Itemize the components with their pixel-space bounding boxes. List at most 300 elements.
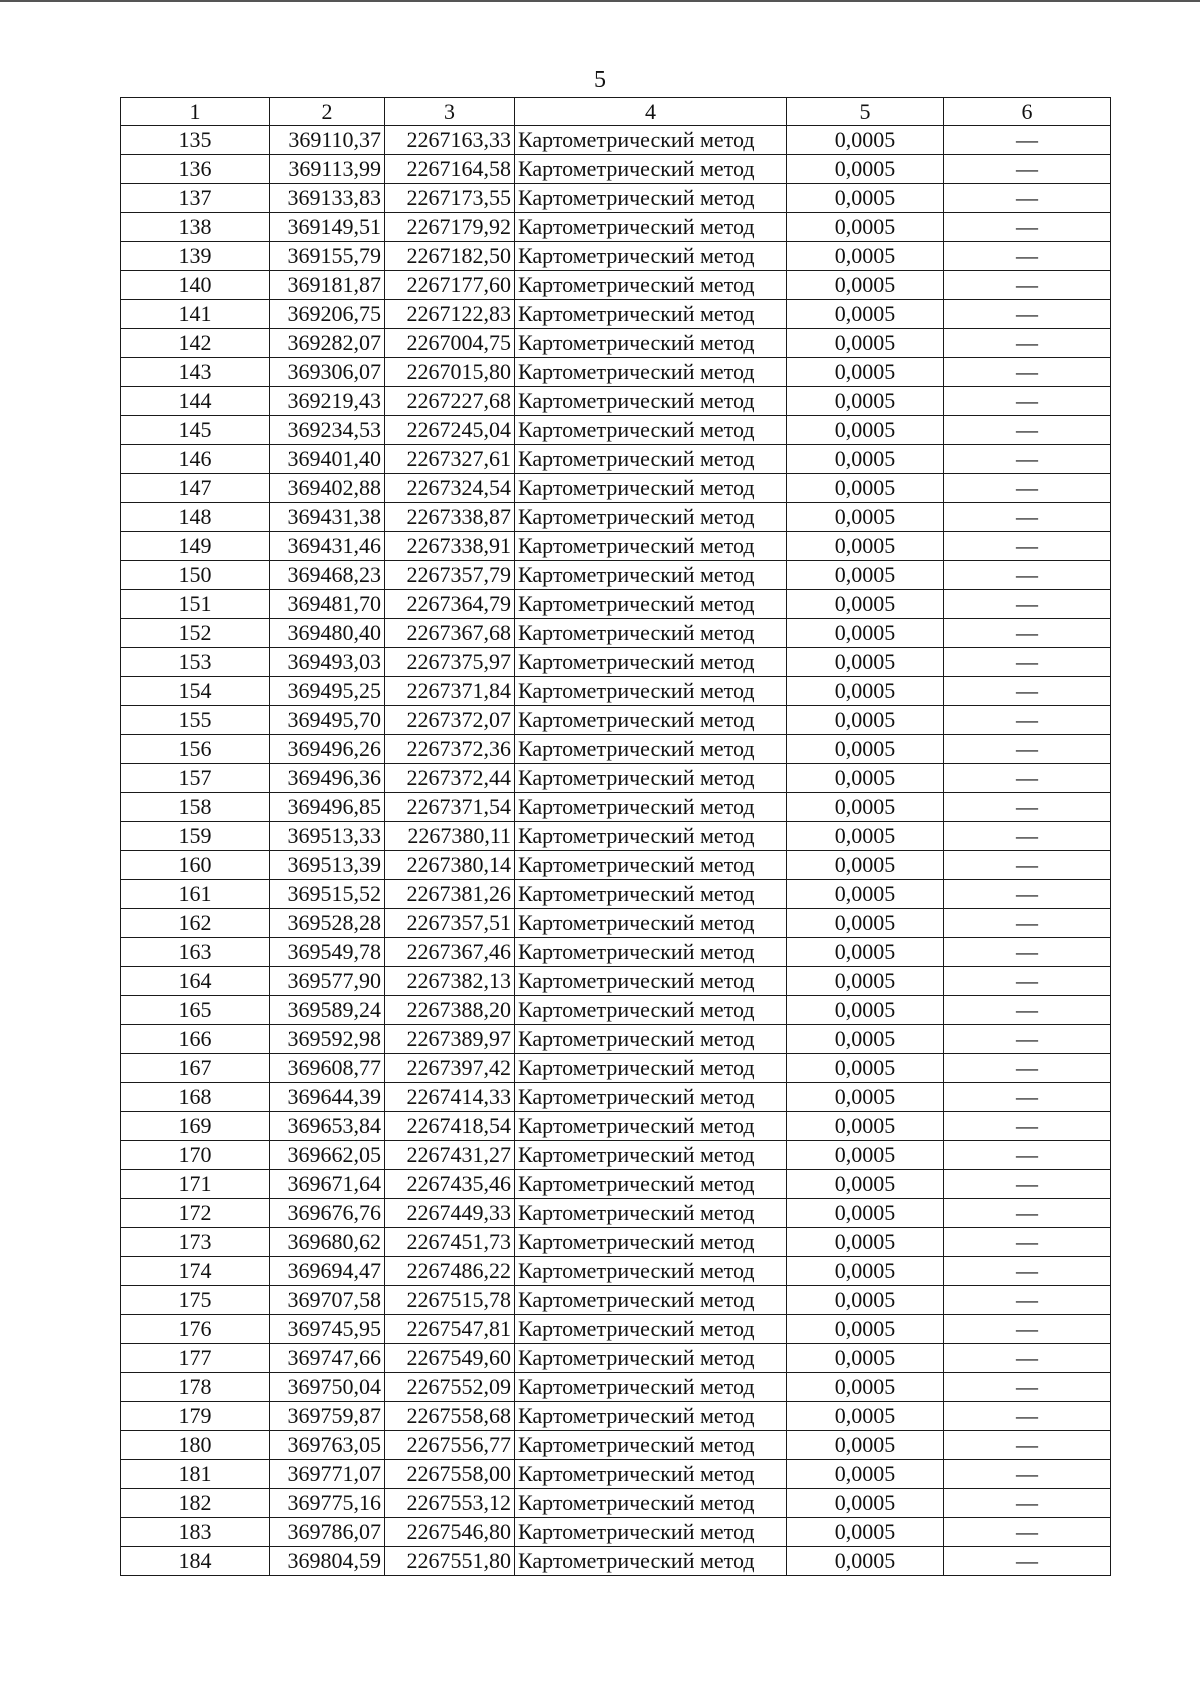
note-cell: —: [944, 1257, 1111, 1286]
x-coordinate-cell: 369110,37: [270, 126, 385, 155]
x-coordinate-cell: 369401,40: [270, 445, 385, 474]
header-row: [121, 98, 1111, 126]
accuracy-cell: 0,0005: [787, 735, 944, 764]
header-cell-2: 2: [270, 98, 385, 126]
note-cell: —: [944, 1083, 1111, 1112]
method-cell: Картометрический метод: [515, 590, 787, 619]
y-coordinate-cell: 2267546,80: [385, 1518, 515, 1547]
x-coordinate-cell: 369306,07: [270, 358, 385, 387]
accuracy-cell: 0,0005: [787, 1257, 944, 1286]
point-number-cell: 145: [121, 416, 270, 445]
header-cell-5: 5: [787, 98, 944, 126]
y-coordinate-cell: 2267357,51: [385, 909, 515, 938]
header-cell-4: 4: [515, 98, 787, 126]
point-number-cell: 137: [121, 184, 270, 213]
y-coordinate-cell: 2267327,61: [385, 445, 515, 474]
x-coordinate-cell: 369219,43: [270, 387, 385, 416]
table-row: [121, 416, 1111, 445]
accuracy-cell: 0,0005: [787, 1083, 944, 1112]
y-coordinate-cell: 2267380,14: [385, 851, 515, 880]
accuracy-cell: 0,0005: [787, 1373, 944, 1402]
table-row: [121, 764, 1111, 793]
note-cell: —: [944, 1344, 1111, 1373]
method-cell: Картометрический метод: [515, 1286, 787, 1315]
method-cell: Картометрический метод: [515, 677, 787, 706]
accuracy-cell: 0,0005: [787, 996, 944, 1025]
x-coordinate-cell: 369515,52: [270, 880, 385, 909]
y-coordinate-cell: 2267122,83: [385, 300, 515, 329]
table-row: [121, 532, 1111, 561]
table-row: [121, 1025, 1111, 1054]
table-row: [121, 996, 1111, 1025]
y-coordinate-cell: 2267177,60: [385, 271, 515, 300]
note-cell: —: [944, 416, 1111, 445]
method-cell: Картометрический метод: [515, 967, 787, 996]
table-row: [121, 851, 1111, 880]
point-number-cell: 160: [121, 851, 270, 880]
accuracy-cell: 0,0005: [787, 532, 944, 561]
point-number-cell: 146: [121, 445, 270, 474]
y-coordinate-cell: 2267558,68: [385, 1402, 515, 1431]
method-cell: Картометрический метод: [515, 735, 787, 764]
accuracy-cell: 0,0005: [787, 967, 944, 996]
method-cell: Картометрический метод: [515, 1054, 787, 1083]
x-coordinate-cell: 369513,33: [270, 822, 385, 851]
note-cell: —: [944, 155, 1111, 184]
note-cell: —: [944, 1112, 1111, 1141]
point-number-cell: 169: [121, 1112, 270, 1141]
y-coordinate-cell: 2267371,54: [385, 793, 515, 822]
note-cell: —: [944, 242, 1111, 271]
y-coordinate-cell: 2267375,97: [385, 648, 515, 677]
x-coordinate-cell: 369431,46: [270, 532, 385, 561]
note-cell: —: [944, 1025, 1111, 1054]
note-cell: —: [944, 474, 1111, 503]
point-number-cell: 144: [121, 387, 270, 416]
note-cell: —: [944, 1489, 1111, 1518]
note-cell: —: [944, 387, 1111, 416]
point-number-cell: 143: [121, 358, 270, 387]
point-number-cell: 147: [121, 474, 270, 503]
table-row: [121, 126, 1111, 155]
method-cell: Картометрический метод: [515, 1489, 787, 1518]
point-number-cell: 158: [121, 793, 270, 822]
note-cell: —: [944, 213, 1111, 242]
point-number-cell: 173: [121, 1228, 270, 1257]
note-cell: —: [944, 590, 1111, 619]
method-cell: Картометрический метод: [515, 271, 787, 300]
method-cell: Картометрический метод: [515, 445, 787, 474]
table-row: [121, 735, 1111, 764]
accuracy-cell: 0,0005: [787, 1489, 944, 1518]
method-cell: Картометрический метод: [515, 1257, 787, 1286]
method-cell: Картометрический метод: [515, 648, 787, 677]
method-cell: Картометрический метод: [515, 126, 787, 155]
note-cell: —: [944, 1373, 1111, 1402]
y-coordinate-cell: 2267338,91: [385, 532, 515, 561]
y-coordinate-cell: 2267388,20: [385, 996, 515, 1025]
method-cell: Картометрический метод: [515, 1170, 787, 1199]
point-number-cell: 170: [121, 1141, 270, 1170]
y-coordinate-cell: 2267179,92: [385, 213, 515, 242]
method-cell: Картометрический метод: [515, 474, 787, 503]
point-number-cell: 139: [121, 242, 270, 271]
note-cell: —: [944, 1547, 1111, 1576]
y-coordinate-cell: 2267164,58: [385, 155, 515, 184]
accuracy-cell: 0,0005: [787, 1054, 944, 1083]
point-number-cell: 175: [121, 1286, 270, 1315]
accuracy-cell: 0,0005: [787, 1547, 944, 1576]
accuracy-cell: 0,0005: [787, 329, 944, 358]
method-cell: Картометрический метод: [515, 1547, 787, 1576]
note-cell: —: [944, 822, 1111, 851]
x-coordinate-cell: 369495,25: [270, 677, 385, 706]
point-number-cell: 136: [121, 155, 270, 184]
method-cell: Картометрический метод: [515, 1460, 787, 1489]
note-cell: —: [944, 909, 1111, 938]
method-cell: Картометрический метод: [515, 1431, 787, 1460]
method-cell: Картометрический метод: [515, 561, 787, 590]
x-coordinate-cell: 369671,64: [270, 1170, 385, 1199]
table-row: [121, 619, 1111, 648]
point-number-cell: 174: [121, 1257, 270, 1286]
note-cell: —: [944, 1199, 1111, 1228]
method-cell: Картометрический метод: [515, 1083, 787, 1112]
method-cell: Картометрический метод: [515, 1228, 787, 1257]
note-cell: —: [944, 1518, 1111, 1547]
y-coordinate-cell: 2267486,22: [385, 1257, 515, 1286]
table-row: [121, 242, 1111, 271]
table-row: [121, 1257, 1111, 1286]
point-number-cell: 151: [121, 590, 270, 619]
y-coordinate-cell: 2267163,33: [385, 126, 515, 155]
point-number-cell: 171: [121, 1170, 270, 1199]
method-cell: Картометрический метод: [515, 706, 787, 735]
y-coordinate-cell: 2267227,68: [385, 387, 515, 416]
method-cell: Картометрический метод: [515, 1199, 787, 1228]
accuracy-cell: 0,0005: [787, 851, 944, 880]
point-number-cell: 164: [121, 967, 270, 996]
x-coordinate-cell: 369149,51: [270, 213, 385, 242]
note-cell: —: [944, 1228, 1111, 1257]
table-row: [121, 590, 1111, 619]
x-coordinate-cell: 369206,75: [270, 300, 385, 329]
header-cell-1: 1: [121, 98, 270, 126]
y-coordinate-cell: 2267173,55: [385, 184, 515, 213]
point-number-cell: 141: [121, 300, 270, 329]
x-coordinate-cell: 369653,84: [270, 1112, 385, 1141]
method-cell: Картометрический метод: [515, 851, 787, 880]
y-coordinate-cell: 2267397,42: [385, 1054, 515, 1083]
table-row: [121, 155, 1111, 184]
y-coordinate-cell: 2267324,54: [385, 474, 515, 503]
point-number-cell: 181: [121, 1460, 270, 1489]
page-number: 5: [594, 67, 606, 93]
point-number-cell: 176: [121, 1315, 270, 1344]
note-cell: —: [944, 1431, 1111, 1460]
note-cell: —: [944, 938, 1111, 967]
note-cell: —: [944, 503, 1111, 532]
accuracy-cell: 0,0005: [787, 300, 944, 329]
method-cell: Картометрический метод: [515, 1402, 787, 1431]
point-number-cell: 159: [121, 822, 270, 851]
point-number-cell: 142: [121, 329, 270, 358]
x-coordinate-cell: 369549,78: [270, 938, 385, 967]
accuracy-cell: 0,0005: [787, 706, 944, 735]
x-coordinate-cell: 369750,04: [270, 1373, 385, 1402]
x-coordinate-cell: 369513,39: [270, 851, 385, 880]
table-row: [121, 1054, 1111, 1083]
y-coordinate-cell: 2267372,36: [385, 735, 515, 764]
y-coordinate-cell: 2267549,60: [385, 1344, 515, 1373]
x-coordinate-cell: 369481,70: [270, 590, 385, 619]
x-coordinate-cell: 369771,07: [270, 1460, 385, 1489]
method-cell: Картометрический метод: [515, 503, 787, 532]
table-row: [121, 1199, 1111, 1228]
method-cell: Картометрический метод: [515, 880, 787, 909]
accuracy-cell: 0,0005: [787, 561, 944, 590]
y-coordinate-cell: 2267004,75: [385, 329, 515, 358]
point-number-cell: 167: [121, 1054, 270, 1083]
y-coordinate-cell: 2267380,11: [385, 822, 515, 851]
point-number-cell: 177: [121, 1344, 270, 1373]
y-coordinate-cell: 2267182,50: [385, 242, 515, 271]
accuracy-cell: 0,0005: [787, 590, 944, 619]
table-row: [121, 561, 1111, 590]
note-cell: —: [944, 1402, 1111, 1431]
note-cell: —: [944, 1170, 1111, 1199]
y-coordinate-cell: 2267552,09: [385, 1373, 515, 1402]
y-coordinate-cell: 2267558,00: [385, 1460, 515, 1489]
table-row: [121, 1344, 1111, 1373]
table-row: [121, 1518, 1111, 1547]
table-row: [121, 1460, 1111, 1489]
table-row: [121, 503, 1111, 532]
x-coordinate-cell: 369747,66: [270, 1344, 385, 1373]
x-coordinate-cell: 369528,28: [270, 909, 385, 938]
y-coordinate-cell: 2267367,68: [385, 619, 515, 648]
point-number-cell: 184: [121, 1547, 270, 1576]
table-row: [121, 445, 1111, 474]
accuracy-cell: 0,0005: [787, 503, 944, 532]
method-cell: Картометрический метод: [515, 938, 787, 967]
y-coordinate-cell: 2267372,07: [385, 706, 515, 735]
accuracy-cell: 0,0005: [787, 1344, 944, 1373]
accuracy-cell: 0,0005: [787, 416, 944, 445]
table-row: [121, 1431, 1111, 1460]
x-coordinate-cell: 369496,26: [270, 735, 385, 764]
x-coordinate-cell: 369745,95: [270, 1315, 385, 1344]
point-number-cell: 166: [121, 1025, 270, 1054]
table-header: [121, 98, 1111, 126]
table-row: [121, 213, 1111, 242]
y-coordinate-cell: 2267431,27: [385, 1141, 515, 1170]
method-cell: Картометрический метод: [515, 416, 787, 445]
accuracy-cell: 0,0005: [787, 271, 944, 300]
accuracy-cell: 0,0005: [787, 358, 944, 387]
table-row: [121, 387, 1111, 416]
accuracy-cell: 0,0005: [787, 1112, 944, 1141]
x-coordinate-cell: 369707,58: [270, 1286, 385, 1315]
table-row: [121, 793, 1111, 822]
table-row: [121, 1228, 1111, 1257]
point-number-cell: 179: [121, 1402, 270, 1431]
method-cell: Картометрический метод: [515, 358, 787, 387]
method-cell: Картометрический метод: [515, 1112, 787, 1141]
note-cell: —: [944, 1286, 1111, 1315]
x-coordinate-cell: 369496,85: [270, 793, 385, 822]
note-cell: —: [944, 300, 1111, 329]
x-coordinate-cell: 369282,07: [270, 329, 385, 358]
note-cell: —: [944, 271, 1111, 300]
y-coordinate-cell: 2267414,33: [385, 1083, 515, 1112]
y-coordinate-cell: 2267338,87: [385, 503, 515, 532]
x-coordinate-cell: 369155,79: [270, 242, 385, 271]
point-number-cell: 149: [121, 532, 270, 561]
x-coordinate-cell: 369786,07: [270, 1518, 385, 1547]
x-coordinate-cell: 369113,99: [270, 155, 385, 184]
x-coordinate-cell: 369694,47: [270, 1257, 385, 1286]
note-cell: —: [944, 706, 1111, 735]
y-coordinate-cell: 2267015,80: [385, 358, 515, 387]
accuracy-cell: 0,0005: [787, 242, 944, 271]
x-coordinate-cell: 369402,88: [270, 474, 385, 503]
accuracy-cell: 0,0005: [787, 387, 944, 416]
header-cell-3: 3: [385, 98, 515, 126]
accuracy-cell: 0,0005: [787, 619, 944, 648]
y-coordinate-cell: 2267372,44: [385, 764, 515, 793]
accuracy-cell: 0,0005: [787, 445, 944, 474]
point-number-cell: 150: [121, 561, 270, 590]
point-number-cell: 152: [121, 619, 270, 648]
method-cell: Картометрический метод: [515, 822, 787, 851]
point-number-cell: 168: [121, 1083, 270, 1112]
note-cell: —: [944, 880, 1111, 909]
accuracy-cell: 0,0005: [787, 155, 944, 184]
note-cell: —: [944, 1315, 1111, 1344]
method-cell: Картометрический метод: [515, 329, 787, 358]
table-row: [121, 271, 1111, 300]
x-coordinate-cell: 369493,03: [270, 648, 385, 677]
accuracy-cell: 0,0005: [787, 1460, 944, 1489]
point-number-cell: 138: [121, 213, 270, 242]
coordinates-table: [120, 97, 1111, 1576]
table-row: [121, 1286, 1111, 1315]
method-cell: Картометрический метод: [515, 619, 787, 648]
y-coordinate-cell: 2267449,33: [385, 1199, 515, 1228]
method-cell: Картометрический метод: [515, 213, 787, 242]
y-coordinate-cell: 2267357,79: [385, 561, 515, 590]
y-coordinate-cell: 2267371,84: [385, 677, 515, 706]
table-row: [121, 184, 1111, 213]
note-cell: —: [944, 1460, 1111, 1489]
table-row: [121, 1547, 1111, 1576]
note-cell: —: [944, 532, 1111, 561]
top-border-line: [0, 0, 1200, 2]
accuracy-cell: 0,0005: [787, 677, 944, 706]
accuracy-cell: 0,0005: [787, 909, 944, 938]
x-coordinate-cell: 369589,24: [270, 996, 385, 1025]
x-coordinate-cell: 369468,23: [270, 561, 385, 590]
y-coordinate-cell: 2267367,46: [385, 938, 515, 967]
point-number-cell: 155: [121, 706, 270, 735]
accuracy-cell: 0,0005: [787, 764, 944, 793]
accuracy-cell: 0,0005: [787, 880, 944, 909]
table-row: [121, 329, 1111, 358]
note-cell: —: [944, 561, 1111, 590]
method-cell: Картометрический метод: [515, 1025, 787, 1054]
table-row: [121, 1170, 1111, 1199]
accuracy-cell: 0,0005: [787, 1286, 944, 1315]
method-cell: Картометрический метод: [515, 996, 787, 1025]
y-coordinate-cell: 2267381,26: [385, 880, 515, 909]
x-coordinate-cell: 369495,70: [270, 706, 385, 735]
note-cell: —: [944, 445, 1111, 474]
y-coordinate-cell: 2267553,12: [385, 1489, 515, 1518]
accuracy-cell: 0,0005: [787, 1518, 944, 1547]
table-row: [121, 822, 1111, 851]
x-coordinate-cell: 369662,05: [270, 1141, 385, 1170]
table-row: [121, 1083, 1111, 1112]
x-coordinate-cell: 369181,87: [270, 271, 385, 300]
point-number-cell: 162: [121, 909, 270, 938]
accuracy-cell: 0,0005: [787, 1199, 944, 1228]
method-cell: Картометрический метод: [515, 793, 787, 822]
table-row: [121, 300, 1111, 329]
table-row: [121, 938, 1111, 967]
x-coordinate-cell: 369804,59: [270, 1547, 385, 1576]
note-cell: —: [944, 735, 1111, 764]
x-coordinate-cell: 369431,38: [270, 503, 385, 532]
note-cell: —: [944, 619, 1111, 648]
table-body: [121, 126, 1111, 1576]
note-cell: —: [944, 184, 1111, 213]
table-row: [121, 677, 1111, 706]
y-coordinate-cell: 2267451,73: [385, 1228, 515, 1257]
method-cell: Картометрический метод: [515, 1373, 787, 1402]
note-cell: —: [944, 126, 1111, 155]
note-cell: —: [944, 358, 1111, 387]
point-number-cell: 153: [121, 648, 270, 677]
y-coordinate-cell: 2267556,77: [385, 1431, 515, 1460]
accuracy-cell: 0,0005: [787, 1315, 944, 1344]
point-number-cell: 180: [121, 1431, 270, 1460]
point-number-cell: 172: [121, 1199, 270, 1228]
note-cell: —: [944, 329, 1111, 358]
x-coordinate-cell: 369577,90: [270, 967, 385, 996]
method-cell: Картометрический метод: [515, 1315, 787, 1344]
table-row: [121, 1373, 1111, 1402]
accuracy-cell: 0,0005: [787, 1025, 944, 1054]
method-cell: Картометрический метод: [515, 387, 787, 416]
accuracy-cell: 0,0005: [787, 1431, 944, 1460]
y-coordinate-cell: 2267389,97: [385, 1025, 515, 1054]
point-number-cell: 140: [121, 271, 270, 300]
accuracy-cell: 0,0005: [787, 1228, 944, 1257]
y-coordinate-cell: 2267418,54: [385, 1112, 515, 1141]
method-cell: Картометрический метод: [515, 242, 787, 271]
note-cell: —: [944, 764, 1111, 793]
x-coordinate-cell: 369480,40: [270, 619, 385, 648]
table-row: [121, 358, 1111, 387]
x-coordinate-cell: 369676,76: [270, 1199, 385, 1228]
y-coordinate-cell: 2267382,13: [385, 967, 515, 996]
accuracy-cell: 0,0005: [787, 1170, 944, 1199]
note-cell: —: [944, 996, 1111, 1025]
method-cell: Картометрический метод: [515, 1518, 787, 1547]
header-cell-6: 6: [944, 98, 1111, 126]
y-coordinate-cell: 2267547,81: [385, 1315, 515, 1344]
